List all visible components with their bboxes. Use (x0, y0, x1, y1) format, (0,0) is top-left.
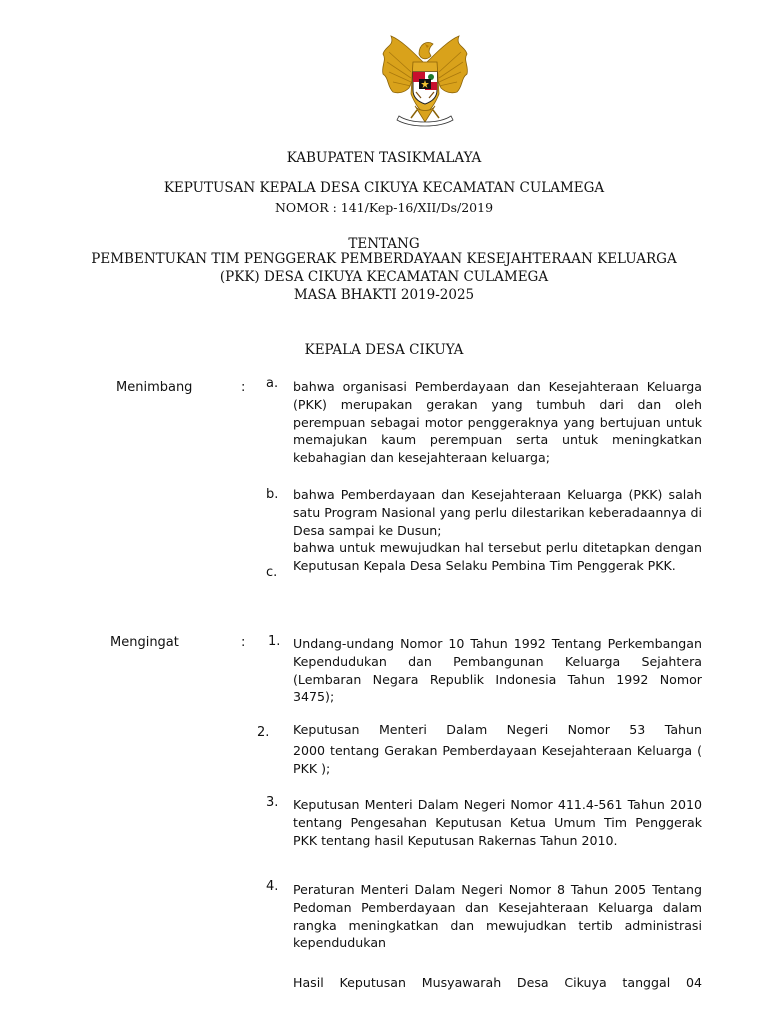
decree-number: NOMOR : 141/Kep-16/XII/Ds/2019 (274, 200, 494, 215)
menimbang-colon: : (241, 380, 246, 395)
mengingat-item-3: Keputusan Menteri Dalam Negeri Nomor 411.4-561 Tahun 2010 tentang Pengesahan Keputusan Ketua Umum Tim Penggerak PKK tentang hasil Keputusan Rakernas Tahun 2010. (293, 797, 702, 848)
mengingat-item-1: Undang-undang Nomor 10 Tahun 1992 Tentang Perkembangan Kependudukan dan Pembangunan Keluarga Sejahtera (Lembaran Negara Republik Indonesia Tahun 1992 Nomor 3475); (293, 636, 702, 705)
menimbang-marker-b: b. (266, 487, 279, 502)
mengingat-item-4: Peraturan Menteri Dalam Negeri Nomor 8 Tahun 2005 Tentang Pedoman Pemberdayaan dan Kesejahteraan Keluarga dalam rangka meningkatkan dan mewujudkan tertib administrasi kependudukan (293, 882, 702, 951)
menimbang-marker-a: a. (266, 376, 279, 391)
menimbang-label: Menimbang (116, 380, 193, 395)
regency-title: KABUPATEN TASIKMALAYA (286, 150, 482, 166)
decree-title: KEPUTUSAN KEPALA DESA CIKUYA KECAMATAN CULAMEGA (163, 180, 605, 196)
mengingat-marker-1: 1. (268, 634, 281, 649)
mengingat-marker-2: 2. (257, 725, 270, 740)
subject-line-2: (PKK) DESA CIKUYA KECAMATAN CULAMEGA (219, 269, 549, 285)
menimbang-item-a: bahwa organisasi Pemberdayaan dan Kesejahteraan Keluarga (PKK) merupakan gerakan yang tumbuh dari dan oleh perempuan sebagai motor penggeraknya yang bertujuan untuk memajukan kaum perempuan serta untuk meningkatkan kebahagian dan kesejahteraan keluarga; (293, 379, 702, 466)
mengingat-trailing-line: Hasil Keputusan Musyawarah Desa Cikuya tanggal 04 (293, 975, 702, 990)
mengingat-item-2-rest: 2000 tentang Gerakan Pemberdayaan Kesejahteraan Keluarga ( PKK ); (293, 743, 702, 776)
mengingat-marker-4: 4. (266, 879, 279, 894)
garuda-emblem-icon (375, 32, 475, 128)
issuer-heading: KEPALA DESA CIKUYA (304, 342, 464, 358)
menimbang-item-c: bahwa untuk mewujudkan hal tersebut perlu ditetapkan dengan Keputusan Kepala Desa Selaku Pembina Tim Penggerak PKK. (293, 540, 702, 573)
mengingat-label: Mengingat (110, 635, 179, 650)
menimbang-marker-c: c. (266, 565, 278, 580)
subject-line-3: MASA BHAKTI 2019-2025 (293, 287, 475, 303)
subject-line-1: PEMBENTUKAN TIM PENGGERAK PEMBERDAYAAN KESEJAHTERAAN KELUARGA (91, 251, 677, 267)
mengingat-marker-3: 3. (266, 795, 279, 810)
mengingat-item-2-first: Keputusan Menteri Dalam Negeri Nomor 53 Tahun (293, 722, 702, 737)
mengingat-colon: : (241, 635, 246, 650)
about-heading: TENTANG (348, 236, 420, 252)
menimbang-item-b: bahwa Pemberdayaan dan Kesejahteraan Keluarga (PKK) salah satu Program Nasional yang perlu dilestarikan keberadaannya di Desa sampai ke Dusun; (293, 487, 702, 538)
